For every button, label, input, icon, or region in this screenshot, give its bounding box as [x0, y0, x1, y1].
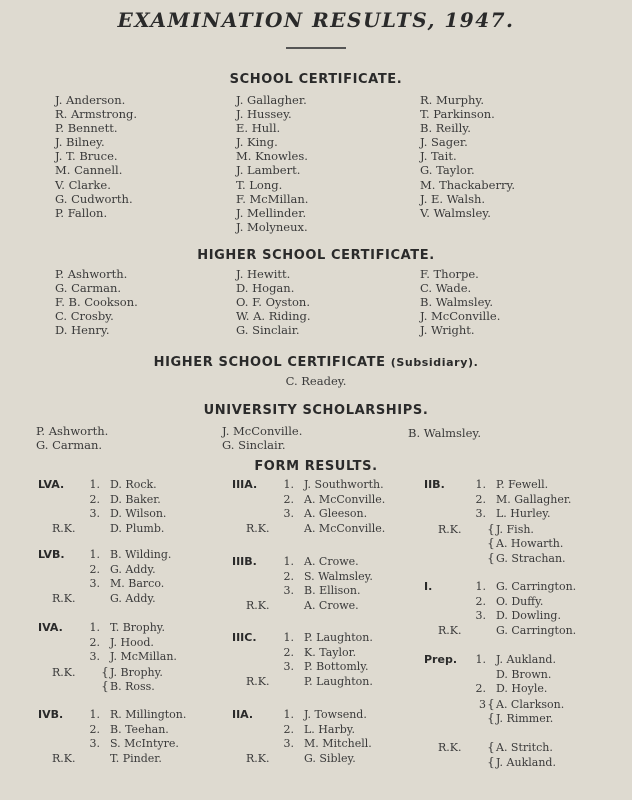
- form-block: [38, 548, 171, 606]
- form-block: [424, 580, 576, 638]
- student-name: B. Teehan.: [110, 722, 169, 736]
- form-name: IIIB.: [232, 555, 257, 568]
- student-name: A. McConville.: [304, 492, 386, 506]
- school-certificate-col3: [420, 93, 515, 220]
- rank-number: 2.: [89, 492, 100, 506]
- rank-number: 3.: [475, 507, 486, 520]
- form-block: [232, 478, 385, 536]
- page-title: EXAMINATION RESULTS, 1947.: [117, 8, 515, 32]
- student-name: F. Thorpe.: [420, 267, 479, 281]
- student-name: J. Rimmer.: [496, 712, 554, 725]
- student-name: B. Reilly.: [420, 121, 471, 136]
- student-name: J. Lambert.: [236, 163, 301, 178]
- form-result-row: [246, 522, 385, 537]
- form-name: LVA.: [38, 478, 65, 491]
- form-result-row: [52, 507, 166, 522]
- rank-number: 1.: [283, 708, 294, 721]
- student-name: P. Bottomly.: [304, 660, 369, 673]
- rank-number: 3.: [89, 650, 100, 663]
- rank-number: 1.: [89, 621, 100, 634]
- brace-mark: {: [487, 550, 495, 565]
- student-name: J. Wright.: [420, 323, 475, 338]
- rank-number: 1.: [475, 580, 486, 593]
- religious-knowledge-label: R.K.: [52, 665, 76, 679]
- brace-mark: {: [101, 679, 109, 693]
- rank-number: 3.: [283, 507, 294, 520]
- student-name: P. Ashworth.: [36, 424, 109, 438]
- school-certificate-col2: [236, 93, 308, 234]
- scholarships-col2: [222, 424, 302, 452]
- form-result-row: [246, 584, 373, 599]
- student-name: W. A. Riding.: [236, 309, 311, 324]
- rank-number: 3.: [89, 577, 100, 590]
- rank-number: 2.: [283, 492, 294, 506]
- form-result-row: [52, 679, 177, 694]
- rank-number: 1.: [89, 548, 100, 561]
- student-name: P. Bennett.: [55, 121, 118, 136]
- student-name: B. Ross.: [110, 680, 155, 693]
- student-name: G. Strachan.: [496, 551, 566, 565]
- form-result-row: [246, 507, 385, 522]
- form-block: [38, 621, 177, 694]
- rank-number: 1.: [475, 653, 486, 666]
- rank-number: 3.: [283, 584, 294, 597]
- form-block: [424, 478, 571, 565]
- student-name: P. Laughton.: [304, 631, 373, 644]
- student-name: J. Towsend.: [304, 708, 367, 721]
- scholarships-col1: [36, 424, 108, 452]
- student-name: J. Mellinder.: [236, 205, 307, 220]
- student-name: D. Rock.: [110, 478, 157, 491]
- student-name: V. Clarke.: [55, 177, 111, 192]
- form-block: [232, 708, 372, 766]
- school-certificate-heading: SCHOOL CERTIFICATE.: [229, 72, 403, 87]
- student-name: P. Fewell.: [496, 478, 549, 491]
- form-result-row: [438, 624, 576, 639]
- student-name: M. Mitchell.: [304, 737, 372, 750]
- student-name: L. Hurley.: [496, 507, 551, 520]
- student-name: G. Sinclair.: [222, 438, 286, 453]
- student-name: A. Crowe.: [304, 598, 359, 612]
- rank-number: 1.: [89, 478, 100, 491]
- title-divider: [286, 47, 346, 49]
- student-name: B. Walmsley.: [420, 295, 494, 310]
- student-name: D. Baker.: [110, 492, 161, 506]
- school-certificate-col1: [55, 93, 137, 220]
- rank-number: 3.: [283, 737, 294, 750]
- form-result-row: [52, 708, 186, 723]
- student-name: M. Knowles.: [236, 149, 308, 164]
- student-name: T. Brophy.: [110, 621, 166, 634]
- form-result-row: [246, 737, 372, 752]
- form-result-row: [246, 478, 385, 493]
- rank-number: 2.: [89, 722, 100, 736]
- student-name: J. Tait.: [420, 149, 457, 164]
- higher-school-certificate-heading: HIGHER SCHOOL CERTIFICATE.: [197, 248, 435, 263]
- form-result-row: [52, 493, 166, 508]
- form-result-row: [246, 660, 373, 675]
- student-name: P. Laughton.: [304, 674, 373, 688]
- rank-number: 3.: [89, 737, 100, 750]
- form-result-row: [438, 507, 571, 522]
- form-result-row: [438, 726, 564, 741]
- student-name: G. Sinclair.: [236, 323, 300, 338]
- student-name: P. Ashworth.: [55, 267, 128, 281]
- form-result-row: [52, 621, 177, 636]
- student-name: J. McConville.: [420, 309, 501, 324]
- form-name: IIIC.: [232, 631, 257, 644]
- brace-mark: {: [487, 696, 495, 711]
- rank-number: 3.: [283, 660, 294, 673]
- form-name: IIA.: [232, 708, 254, 721]
- form-result-row: [438, 551, 571, 566]
- student-name: J. McMillan.: [110, 650, 177, 663]
- religious-knowledge-label: R.K.: [52, 521, 76, 535]
- hsc-subsidiary-heading-main: HIGHER SCHOOL CERTIFICATE: [153, 355, 386, 370]
- student-name: K. Taylor.: [304, 645, 357, 659]
- brace-mark: {: [487, 754, 495, 769]
- student-name: B. Ellison.: [304, 584, 361, 597]
- student-name: G. Cudworth.: [55, 191, 133, 206]
- rank-number: 2.: [475, 492, 486, 506]
- student-name: J. McConville.: [222, 424, 303, 438]
- student-name: A. Gleeson.: [304, 507, 368, 520]
- student-name: G. Sibley.: [304, 751, 356, 765]
- student-name: J. Fish.: [496, 522, 534, 536]
- religious-knowledge-label: R.K.: [438, 522, 462, 536]
- hsc-col3: [420, 267, 500, 337]
- student-name: T. Long.: [236, 177, 283, 192]
- form-result-row: [438, 493, 571, 508]
- form-result-row: [246, 675, 373, 690]
- student-name: R. Murphy.: [420, 93, 485, 107]
- religious-knowledge-label: R.K.: [246, 521, 270, 535]
- hsc-col2: [236, 267, 311, 337]
- brace-mark: {: [487, 536, 495, 550]
- hsc-subsidiary-heading-sub: (Subsidiary).: [390, 356, 479, 369]
- form-result-row: [52, 478, 166, 493]
- rank-number: 2.: [89, 562, 100, 576]
- student-name: R. Armstrong.: [55, 107, 138, 122]
- student-name: G. Carman.: [36, 438, 103, 453]
- form-result-row: [52, 752, 186, 767]
- student-name: B. Wilding.: [110, 548, 172, 561]
- student-name: G. Addy.: [110, 562, 156, 576]
- form-result-row: [438, 580, 576, 595]
- form-result-row: [52, 723, 186, 738]
- form-result-row: [246, 723, 372, 738]
- rank-number: 2.: [283, 569, 294, 583]
- form-result-row: [52, 650, 177, 665]
- form-result-row: [246, 708, 372, 723]
- form-result-row: [246, 646, 373, 661]
- brace-mark: {: [487, 711, 495, 725]
- student-name: J. Anderson.: [55, 93, 126, 107]
- brace-mark: {: [101, 664, 109, 679]
- student-name: T. Parkinson.: [420, 107, 495, 122]
- brace-mark: {: [487, 521, 495, 536]
- form-result-row: [438, 711, 564, 726]
- student-name: J. Sager.: [420, 135, 468, 150]
- student-name: C. Wade.: [420, 281, 472, 296]
- form-result-row: [52, 563, 171, 578]
- form-block: [232, 555, 373, 613]
- rank-number: 2.: [475, 682, 486, 695]
- student-name: G. Carman.: [55, 281, 122, 296]
- student-name: A. Clarkson.: [496, 697, 565, 711]
- form-result-row: [52, 636, 177, 651]
- form-result-row: [438, 755, 564, 770]
- student-name: A. Stritch.: [496, 741, 553, 754]
- form-result-row: [52, 577, 171, 592]
- student-name: O. Duffy.: [496, 594, 544, 608]
- form-result-row: [438, 682, 564, 697]
- student-name: D. Henry.: [55, 323, 110, 338]
- form-block: [38, 708, 186, 766]
- student-name: S. McIntyre.: [110, 737, 179, 750]
- student-name: M. Gallagher.: [496, 492, 572, 506]
- form-result-row: [438, 609, 576, 624]
- student-name: B. Walmsley.: [408, 426, 482, 440]
- student-name: J. Hood.: [110, 635, 154, 649]
- form-name: IVA.: [38, 621, 63, 634]
- student-name: D. Wilson.: [110, 507, 167, 520]
- student-name: M. Barco.: [110, 577, 165, 590]
- student-name: F. B. Cookson.: [55, 295, 138, 310]
- student-name: J. Bilney.: [55, 135, 105, 150]
- form-result-row: [438, 740, 564, 755]
- rank-number: 2.: [283, 722, 294, 736]
- student-name: J. King.: [236, 135, 278, 150]
- rank-number: 1.: [283, 555, 294, 568]
- form-result-row: [246, 752, 372, 767]
- student-name: S. Walmsley.: [304, 569, 373, 583]
- student-name: D. Brown.: [496, 667, 552, 681]
- religious-knowledge-label: R.K.: [52, 591, 76, 605]
- rank-number: 1.: [89, 708, 100, 721]
- form-result-row: [52, 522, 166, 537]
- rank-number: 2.: [475, 594, 486, 608]
- hsc-col1: [55, 267, 138, 337]
- form-name: IIB.: [424, 478, 445, 491]
- form-name: I.: [424, 580, 433, 593]
- student-name: G. Carrington.: [496, 623, 577, 637]
- form-result-row: [438, 697, 564, 712]
- form-name: IVB.: [38, 708, 64, 721]
- form-result-row: [438, 536, 571, 551]
- student-name: D. Hogan.: [236, 281, 295, 296]
- religious-knowledge-label: R.K.: [52, 751, 76, 765]
- student-name: M. Thackaberry.: [420, 177, 516, 192]
- form-result-row: [52, 592, 171, 607]
- student-name: J. Molyneux.: [236, 219, 308, 234]
- religious-knowledge-label: R.K.: [438, 741, 462, 754]
- student-name: V. Walmsley.: [420, 205, 491, 220]
- form-result-row: [246, 599, 373, 614]
- form-name: IIIA.: [232, 478, 258, 491]
- form-block: [424, 653, 564, 769]
- form-result-row: [246, 570, 373, 585]
- rank-number: 3: [479, 697, 486, 711]
- religious-knowledge-label: R.K.: [246, 674, 270, 688]
- student-name: D. Hoyle.: [496, 682, 548, 695]
- form-results-heading: FORM RESULTS.: [254, 459, 378, 474]
- student-name: J. T. Bruce.: [55, 149, 118, 164]
- student-name: M. Cannell.: [55, 163, 123, 178]
- rank-number: 1.: [475, 478, 486, 491]
- form-result-row: [52, 665, 177, 680]
- form-name: LVB.: [38, 548, 65, 561]
- religious-knowledge-label: R.K.: [246, 751, 270, 765]
- form-block: [232, 631, 373, 689]
- student-name: D. Dowling.: [496, 609, 561, 622]
- form-name: Prep.: [424, 653, 457, 666]
- student-name: G. Carrington.: [496, 580, 577, 593]
- student-name: A. McConville.: [304, 521, 386, 535]
- student-name: D. Plumb.: [110, 521, 165, 535]
- student-name: T. Pinder.: [110, 751, 162, 765]
- student-name: R. Millington.: [110, 708, 187, 721]
- rank-number: 1.: [283, 478, 294, 491]
- rank-number: 2.: [283, 645, 294, 659]
- student-name: G. Addy.: [110, 591, 156, 605]
- student-name: A. Howarth.: [496, 537, 564, 550]
- religious-knowledge-label: R.K.: [246, 598, 270, 612]
- student-name: C. Crosby.: [55, 309, 114, 324]
- form-block: [38, 478, 166, 536]
- student-name: E. Hull.: [236, 121, 281, 136]
- brace-mark: {: [487, 740, 495, 754]
- student-name: L. Harby.: [304, 722, 355, 736]
- student-name: G. Taylor.: [420, 163, 475, 178]
- religious-knowledge-label: R.K.: [438, 623, 462, 637]
- student-name: F. McMillan.: [236, 191, 309, 206]
- rank-number: 3.: [89, 507, 100, 520]
- form-result-row: [246, 631, 373, 646]
- scholarships-col3: [408, 426, 481, 440]
- form-result-row: [246, 493, 385, 508]
- student-name: J. Aukland.: [496, 653, 556, 666]
- student-name: J. E. Walsh.: [420, 191, 486, 206]
- student-name: J. Southworth.: [304, 478, 384, 491]
- student-name: P. Fallon.: [55, 205, 108, 220]
- student-name: O. F. Oyston.: [236, 295, 310, 310]
- form-result-row: [52, 548, 171, 563]
- form-result-row: [438, 595, 576, 610]
- student-name: A. Crowe.: [304, 555, 359, 568]
- university-scholarships-heading: UNIVERSITY SCHOLARSHIPS.: [203, 403, 429, 418]
- rank-number: 1.: [283, 631, 294, 644]
- student-name: J. Hewitt.: [236, 267, 291, 281]
- form-result-row: [438, 668, 564, 683]
- student-name: J. Brophy.: [110, 665, 163, 679]
- hsc-subsidiary-name: C. Readey.: [285, 374, 347, 388]
- form-result-row: [246, 555, 373, 570]
- form-result-row: [52, 737, 186, 752]
- rank-number: 3.: [475, 609, 486, 622]
- student-name: J. Aukland.: [496, 755, 556, 769]
- student-name: J. Hussey.: [236, 107, 292, 122]
- form-result-row: [438, 522, 571, 537]
- form-result-row: [438, 478, 571, 493]
- rank-number: 2.: [89, 635, 100, 649]
- student-name: J. Gallagher.: [236, 93, 307, 107]
- hsc-subsidiary-heading: [0, 355, 632, 370]
